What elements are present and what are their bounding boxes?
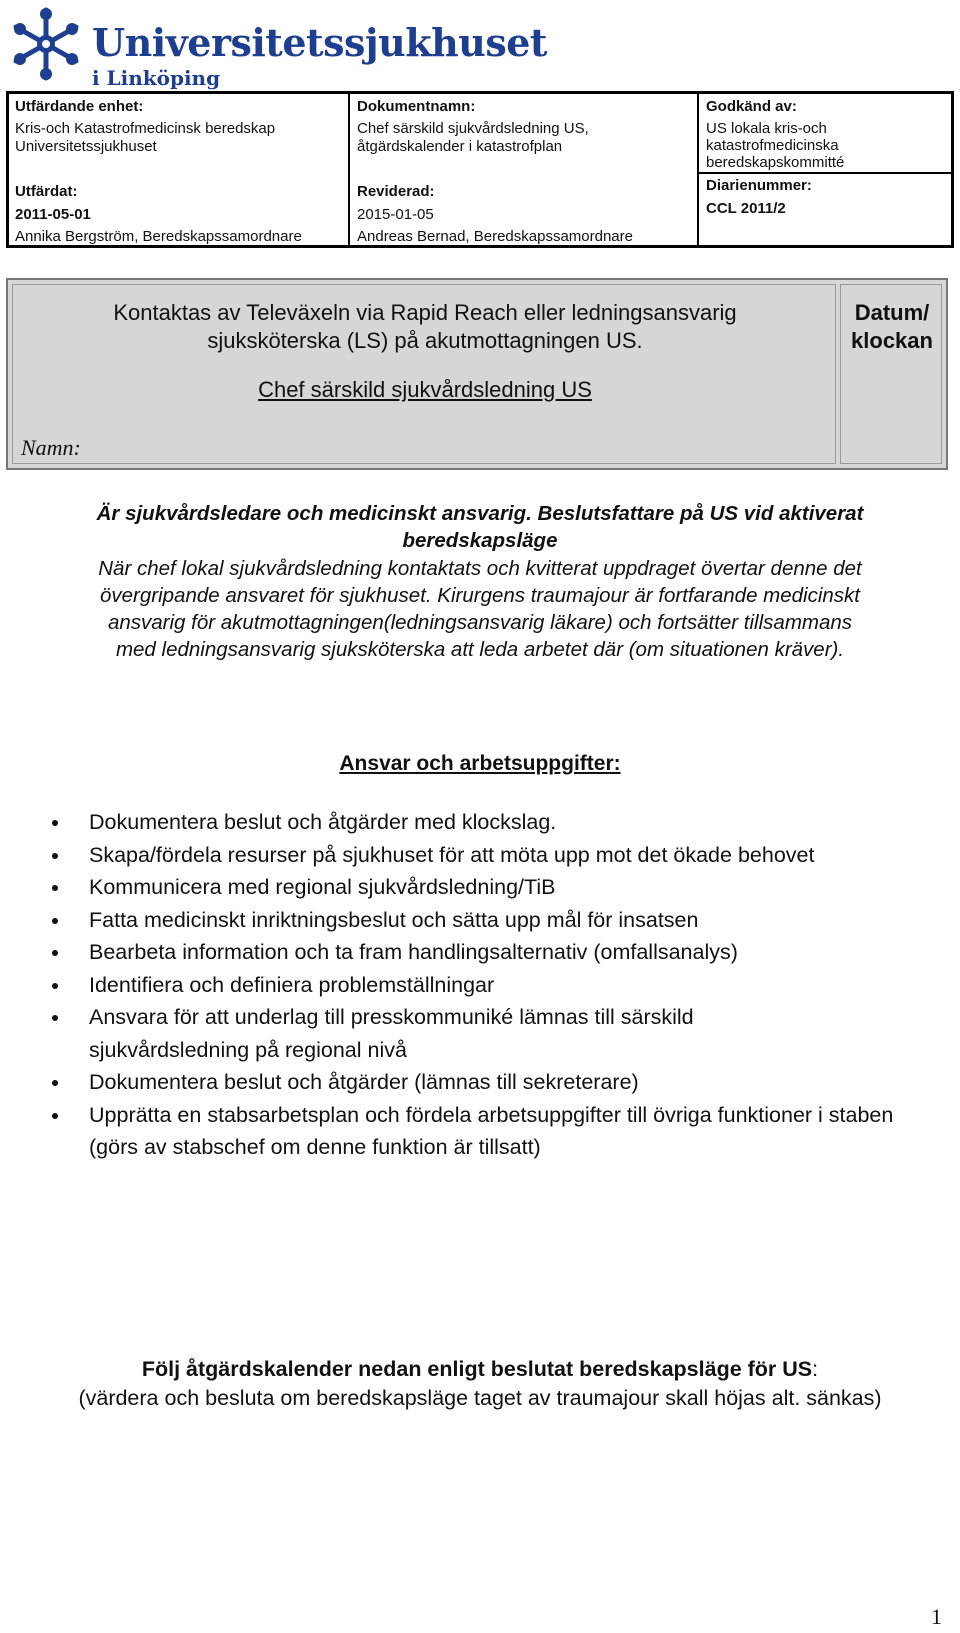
responsibility-bold3: beredskapsläge <box>402 529 558 552</box>
list-item: Skapa/fördela resurser på sjukhuset för att möta upp mot det ökade behovet <box>0 839 960 872</box>
divider <box>697 172 951 174</box>
snowflake-emblem-icon <box>8 6 84 82</box>
contact-line2: sjuksköterska (LS) på akutmottagningen US. <box>207 328 643 353</box>
diary-number-label: Diarienummer: <box>706 177 812 194</box>
responsibility-bold1: Är sjukvårdsledare och medicinskt ansvarig. <box>96 502 532 525</box>
role-title: Chef särskild sjukvårdsledning US <box>258 377 592 402</box>
hospital-logo <box>8 6 547 90</box>
list-item: Identifiera och definiera problemställningar <box>0 969 960 1002</box>
responsibility-bold3-line <box>20 527 940 554</box>
intro-line2: övergripande ansvaret för sjukhuset. Kirurgens traumajour är fortfarande medicinskt <box>99 584 860 607</box>
bullet-icon <box>52 918 58 924</box>
list-item: Ansvara för att underlag till presskommuniké lämnas till särskild sjukvårdsledning på regional nivå <box>0 1001 960 1066</box>
contact-instruction <box>13 299 837 355</box>
divider <box>348 94 350 245</box>
intro-line4: med ledningsansvarig sjuksköterska att leda arbetet där (om situationen kräver). <box>115 638 845 661</box>
calendar-instruction-bold: Följ åtgärdskalender nedan enligt beslutat beredskapsläge för US <box>141 1357 813 1381</box>
list-item: Kommunicera med regional sjukvårdsledning/TiB <box>0 871 960 904</box>
issued-by: Annika Bergström, Beredskapssamordnare <box>15 228 302 245</box>
list-item: Dokumentera beslut och åtgärder (lämnas till sekreterare) <box>0 1066 960 1099</box>
document-name-line2: åtgärdskalender i katastrofplan <box>357 138 563 155</box>
logo-subtitle: i Linköping <box>92 66 221 90</box>
tasks-title: Ansvar och arbetsuppgifter: <box>339 752 621 775</box>
revised-label: Reviderad: <box>357 183 435 200</box>
datetime-label <box>841 299 943 355</box>
issuing-unit-label: Utfärdande enhet: <box>15 98 144 115</box>
bullet-icon <box>52 950 58 956</box>
logo-title: Universitetssjukhuset <box>92 20 547 65</box>
approved-by-line1: US lokala kris-och <box>706 120 827 137</box>
tasks-list <box>0 806 960 1164</box>
responsibility-bold2: Beslutsfattare på US vid aktiverat <box>537 502 864 525</box>
list-item: Bearbeta information och ta fram handlingsalternativ (omfallsanalys) <box>0 936 960 969</box>
datetime-label-line1: Datum/ <box>854 300 930 325</box>
issued-date: 2011-05-01 <box>15 206 91 223</box>
list-item: Fatta medicinskt inriktningsbeslut och sätta upp mål för insatsen <box>0 904 960 937</box>
bullet-icon <box>52 1015 58 1021</box>
calendar-instruction-colon: : <box>812 1357 819 1381</box>
bullet-icon <box>52 885 58 891</box>
issuing-unit-value: Kris-och Katastrofmedicinsk beredskap Universitetssjukhuset <box>15 120 276 155</box>
approved-by-label: Godkänd av: <box>706 98 797 115</box>
bullet-icon <box>52 853 58 859</box>
issued-label: Utfärdat: <box>15 183 78 200</box>
approved-by-line3: beredskapskommitté <box>706 154 845 171</box>
bullet-icon <box>52 1113 58 1119</box>
bullet-icon <box>52 983 58 989</box>
divider <box>697 94 699 245</box>
approved-by-line2: katastrofmedicinska <box>706 137 839 154</box>
responsibility-heading <box>20 500 940 527</box>
contact-info-panel <box>12 284 836 464</box>
list-item: Upprätta en stabsarbetsplan och fördela arbetsuppgifter till övriga funktioner i staben (görs av stabschef om denne funktion är tillsatt) <box>0 1099 960 1164</box>
document-name-line1: Chef särskild sjukvårdsledning US, <box>357 120 589 137</box>
diary-number-value: CCL 2011/2 <box>706 200 786 217</box>
datetime-panel <box>840 284 942 464</box>
contact-box <box>6 278 948 470</box>
calendar-note: (värdera och besluta om beredskapsläge taget av traumajour skall höjas alt. sänkas) <box>78 1386 882 1410</box>
intro-line3: ansvarig för akutmottagningen(ledningsansvarig läkare) och fortsätter tillsammans <box>107 611 853 634</box>
revised-by: Andreas Bernad, Beredskapssamordnare <box>357 228 633 245</box>
name-label: Namn: <box>21 435 81 460</box>
list-item: Dokumentera beslut och åtgärder med klockslag. <box>0 806 960 839</box>
calendar-instruction <box>0 1357 960 1382</box>
intro-line1: När chef lokal sjukvårdsledning kontaktats och kvitterat uppdraget övertar denne det <box>98 557 862 580</box>
bullet-icon <box>52 1080 58 1086</box>
contact-line1: Kontaktas av Televäxeln via Rapid Reach eller ledningsansvarig <box>113 300 737 325</box>
document-metadata-table <box>6 91 954 248</box>
bullet-icon <box>52 820 58 826</box>
revised-date: 2015-01-05 <box>357 206 434 223</box>
page-number: 1 <box>931 1604 942 1629</box>
document-name-label: Dokumentnamn: <box>357 98 476 115</box>
datetime-label-line2: klockan <box>851 328 933 353</box>
